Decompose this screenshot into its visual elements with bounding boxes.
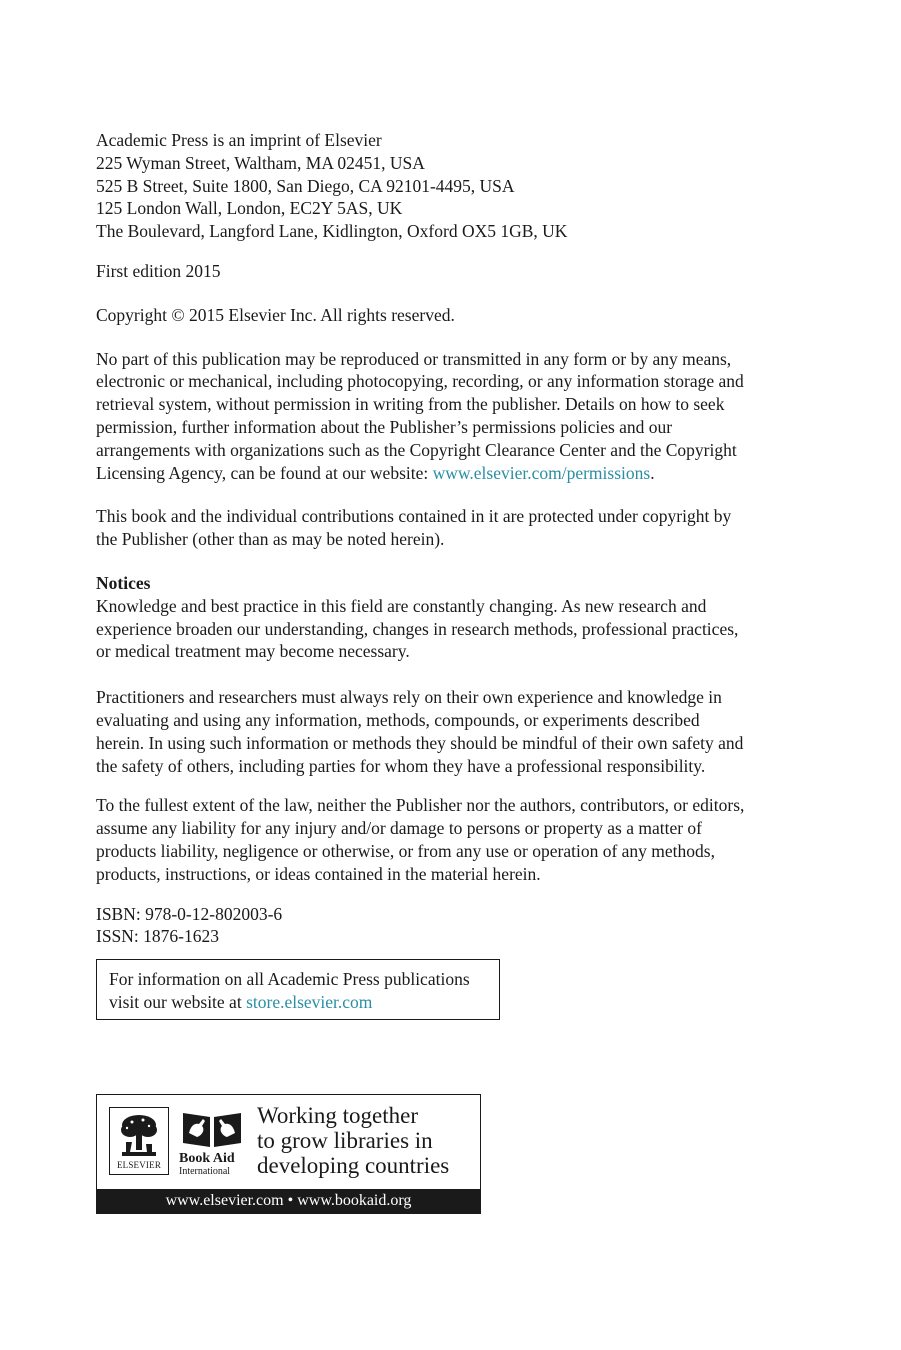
protection-line: the Publisher (other than as may be noted herein). [96,529,445,550]
tagline-line: developing countries [257,1153,450,1178]
bookaid-logo [179,1107,245,1177]
copyright-text: Copyright © 2015 Elsevier Inc. All rights reserved. [96,304,455,325]
permissions-paragraph [96,348,776,485]
permissions-line-last [96,462,776,485]
notices-line: To the fullest extent of the law, neither the Publisher nor the authors, contributors, or editors, [96,795,745,816]
notices-line: Practitioners and researchers must always rely on their own experience and knowledge in [96,687,722,708]
permissions-link[interactable]: www.elsevier.com/permissions [432,462,651,483]
elsevier-tree-icon [116,1112,162,1158]
permissions-line: retrieval system, without permission in writing from the publisher. Details on how to seek [96,394,725,415]
bookaid-hands-book-icon [181,1107,243,1149]
edition-statement [96,260,776,283]
edition-text: First edition 2015 [96,260,221,281]
notices-line: experience broaden our understanding, changes in research methods, professional practices, [96,618,739,639]
notices-line: or medical treatment may become necessary. [96,641,410,662]
notices-line: assume any liability for any injury and/or damage to persons or property as a matter of [96,818,703,839]
copyright-page [96,129,776,948]
notices-line: evaluating and using any information, methods, compounds, or experiments described [96,709,700,730]
notices-line: Knowledge and best practice in this field are constantly changing. As new research and [96,595,707,616]
notices-heading: Notices [96,572,151,593]
permissions-line-prefix: Licensing Agency, can be found at our website: [96,462,433,483]
bookaid-name: Book Aid [179,1151,235,1166]
identifiers [96,903,776,949]
notices-line: products liability, negligence or otherwise, or from any use or operation of any methods, [96,840,715,861]
permissions-line: permission, further information about the Publisher’s permissions policies and our [96,416,673,437]
permissions-line: arrangements with organizations such as the Copyright Clearance Center and the Copyright [96,439,737,460]
permissions-line-suffix: . [650,462,655,483]
address-line: 525 B Street, Suite 1800, San Diego, CA 92101-4495, USA [96,175,515,196]
publications-info-box [96,959,500,1020]
bookaid-tagline [257,1103,449,1178]
address-line: The Boulevard, Langford Lane, Kidlington, Oxford OX5 1GB, UK [96,221,568,242]
store-link[interactable]: store.elsevier.com [246,991,373,1012]
tagline-line: Working together [257,1103,419,1128]
permissions-line: No part of this publication may be reproduced or transmitted in any form or by any means, [96,348,732,369]
infobox-prefix: visit our website at [109,991,247,1012]
bookaid-footer-urls: www.elsevier.com • www.bookaid.org [97,1189,480,1213]
elsevier-logo [109,1107,169,1175]
liability-paragraph [96,794,776,885]
notices-line: the safety of others, including parties for whom they have a professional responsibility. [96,755,706,776]
notices-line: products, instructions, or ideas contained in the material herein. [96,863,541,884]
isbn: ISBN: 978-0-12-802003-6 [96,903,283,924]
elsevier-logo-text: ELSEVIER [116,1160,162,1170]
address-line: 225 Wyman Street, Waltham, MA 02451, USA [96,152,425,173]
publisher-address [96,129,776,243]
infobox-line [109,991,487,1014]
tagline-line: to grow libraries in [257,1128,433,1153]
practitioners-paragraph [96,686,776,777]
infobox-line: For information on all Academic Press publications [109,969,470,989]
permissions-line: electronic or mechanical, including photocopying, recording, or any information storage and [96,371,744,392]
protection-line: This book and the individual contributions contained in it are protected under copyright by [96,506,732,527]
bookaid-sub: International [179,1166,231,1177]
protection-paragraph [96,505,776,551]
notices-line: herein. In using such information or methods they should be mindful of their own safety and [96,732,744,753]
copyright-statement [96,304,776,327]
address-line: 125 London Wall, London, EC2Y 5AS, UK [96,198,403,219]
address-line: Academic Press is an imprint of Elsevier [96,130,382,150]
issn: ISSN: 1876-1623 [96,926,219,947]
bookaid-banner [96,1094,481,1214]
notices-section [96,572,776,663]
